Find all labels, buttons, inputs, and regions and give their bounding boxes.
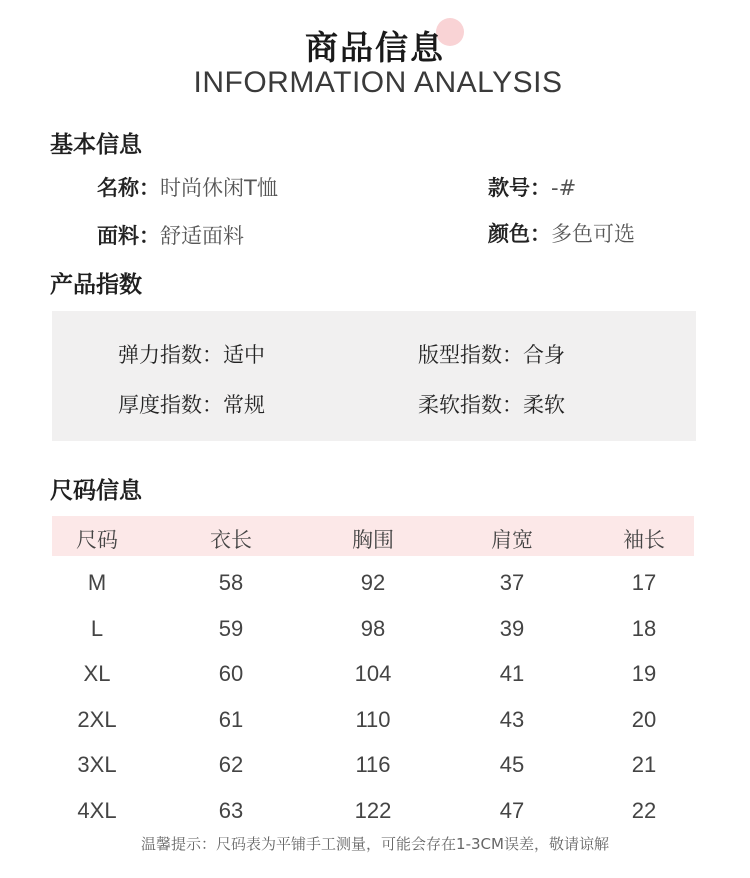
- color-field: [488, 218, 635, 248]
- table-cell: 21: [631, 752, 657, 777]
- softness-label: 柔软指数：: [418, 393, 523, 417]
- table-cell: 37: [499, 570, 525, 595]
- table-cell: 20: [631, 707, 657, 732]
- table-cell: L: [90, 616, 104, 641]
- table-cell: 2XL: [77, 707, 117, 732]
- page-subtitle: INFORMATION ANALYSIS: [193, 66, 563, 99]
- fabric-value: 舒适面料: [160, 224, 244, 248]
- table-cell: 122: [354, 798, 392, 823]
- table-cell: 3XL: [77, 752, 117, 777]
- basic-info-heading: 基本信息: [50, 132, 142, 158]
- table-cell: 22: [631, 798, 657, 823]
- table-cell: 63: [218, 798, 244, 823]
- name-label: 名称：: [97, 176, 160, 200]
- fit-field: [418, 339, 565, 369]
- fit-value: 合身: [523, 343, 565, 367]
- table-cell: M: [87, 570, 107, 595]
- elasticity-label: 弹力指数：: [118, 343, 223, 367]
- table-cell: 18: [631, 616, 657, 641]
- softness-field: [418, 389, 565, 419]
- table-cell: 104: [354, 661, 392, 686]
- model-value: -#: [551, 176, 577, 200]
- fabric-field: [97, 220, 244, 250]
- table-cell: 19: [631, 661, 657, 686]
- table-cell: XL: [83, 661, 111, 686]
- size-info-heading: 尺码信息: [50, 478, 142, 504]
- model-label: 款号：: [488, 176, 551, 200]
- fit-label: 版型指数：: [418, 343, 523, 367]
- product-index-panel: [52, 311, 696, 441]
- fabric-label: 面料：: [97, 224, 160, 248]
- table-cell: 39: [499, 616, 525, 641]
- table-cell: 4XL: [77, 798, 117, 823]
- table-cell: 45: [499, 752, 525, 777]
- table-cell: 92: [360, 570, 386, 595]
- table-cell: 59: [218, 616, 244, 641]
- thickness-label: 厚度指数：: [118, 393, 223, 417]
- page-title: 商品信息: [305, 28, 445, 67]
- elasticity-value: 适中: [223, 343, 265, 367]
- table-cell: 62: [218, 752, 244, 777]
- table-cell: 41: [499, 661, 525, 686]
- table-cell: 17: [631, 570, 657, 595]
- table-cell: 58: [218, 570, 244, 595]
- column-header-shoulder: 肩宽: [491, 528, 533, 552]
- thickness-field: [118, 389, 265, 419]
- color-label: 颜色：: [488, 222, 551, 246]
- table-cell: 98: [360, 616, 386, 641]
- elasticity-field: [118, 339, 265, 369]
- column-header-sleeve: 袖长: [623, 528, 665, 552]
- color-value: 多色可选: [551, 222, 635, 246]
- table-cell: 43: [499, 707, 525, 732]
- table-cell: 116: [355, 752, 391, 777]
- thickness-value: 常规: [223, 393, 265, 417]
- model-field: [488, 172, 576, 202]
- name-value: 时尚休闲T恤: [160, 176, 278, 200]
- table-cell: 110: [355, 707, 391, 732]
- measurement-note: 温馨提示：尺码表为平铺手工测量，可能会存在1-3CM误差，敬请谅解: [141, 835, 609, 853]
- softness-value: 柔软: [523, 393, 565, 417]
- name-field: [97, 172, 278, 202]
- table-cell: 60: [218, 661, 244, 686]
- column-header-size: 尺码: [76, 528, 118, 552]
- table-cell: 61: [218, 707, 244, 732]
- column-header-length: 衣长: [210, 528, 252, 552]
- product-index-heading: 产品指数: [50, 272, 142, 298]
- table-cell: 47: [499, 798, 525, 823]
- column-header-chest: 胸围: [352, 528, 394, 552]
